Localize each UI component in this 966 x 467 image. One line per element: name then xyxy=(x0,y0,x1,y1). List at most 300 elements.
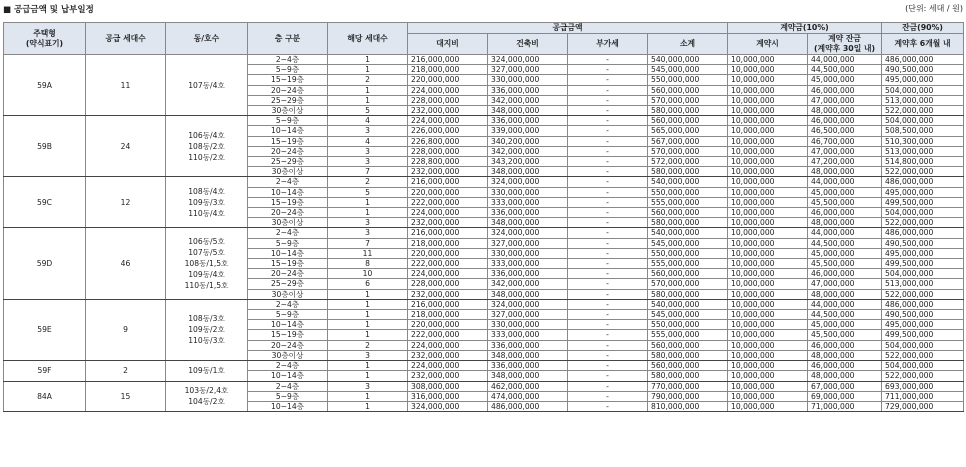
balance-cell: 486,000,000 xyxy=(882,177,964,187)
col-type-line2: (약식표기) xyxy=(25,38,64,48)
vat-cell: - xyxy=(568,259,648,269)
floor-cell: 25~29층 xyxy=(248,279,328,289)
count-cell: 1 xyxy=(328,330,408,340)
contract-balance-cell: 46,000,000 xyxy=(808,361,882,371)
balance-cell: 499,500,000 xyxy=(882,259,964,269)
balance-cell: 522,000,000 xyxy=(882,218,964,228)
at-contract-cell: 10,000,000 xyxy=(728,361,808,371)
subtotal-cell: 560,000,000 xyxy=(648,116,728,126)
balance-cell: 522,000,000 xyxy=(882,167,964,177)
at-contract-cell: 10,000,000 xyxy=(728,330,808,340)
balance-cell: 486,000,000 xyxy=(882,55,964,65)
dong-line: 110동/2호 xyxy=(188,152,225,162)
count-cell: 3 xyxy=(328,126,408,136)
building-cell: 336,000,000 xyxy=(488,340,568,350)
contract-balance-cell: 48,000,000 xyxy=(808,218,882,228)
page-title: ■ 공급금액 및 납부일정 xyxy=(3,5,94,15)
balance-cell: 499,500,000 xyxy=(882,197,964,207)
land-cell: 218,000,000 xyxy=(408,310,488,320)
building-cell: 348,000,000 xyxy=(488,167,568,177)
floor-cell: 5~9층 xyxy=(248,65,328,75)
col-floor: 층 구분 xyxy=(248,23,328,55)
at-contract-cell: 10,000,000 xyxy=(728,340,808,350)
vat-cell: - xyxy=(568,85,648,95)
at-contract-cell: 10,000,000 xyxy=(728,85,808,95)
count-cell: 1 xyxy=(328,289,408,299)
vat-cell: - xyxy=(568,228,648,238)
floor-cell: 2~4층 xyxy=(248,177,328,187)
land-cell: 232,000,000 xyxy=(408,350,488,360)
building-cell: 348,000,000 xyxy=(488,350,568,360)
table-body xyxy=(4,55,964,412)
col-contract-balance xyxy=(808,34,882,55)
floor-cell: 15~19층 xyxy=(248,136,328,146)
at-contract-cell: 10,000,000 xyxy=(728,289,808,299)
vat-cell: - xyxy=(568,350,648,360)
count-cell: 1 xyxy=(328,299,408,309)
contract-balance-cell: 45,000,000 xyxy=(808,75,882,85)
vat-cell: - xyxy=(568,116,648,126)
subtotal-cell: 555,000,000 xyxy=(648,259,728,269)
col-subtotal: 소계 xyxy=(648,34,728,55)
col-contract-balance-line1: 계약 잔금 xyxy=(828,34,861,43)
land-cell: 224,000,000 xyxy=(408,269,488,279)
floor-cell: 10~14층 xyxy=(248,371,328,381)
dong-line: 108동/4호 xyxy=(188,186,225,196)
at-contract-cell: 10,000,000 xyxy=(728,136,808,146)
contract-balance-cell: 71,000,000 xyxy=(808,401,882,411)
floor-cell: 20~24층 xyxy=(248,85,328,95)
table-row xyxy=(4,55,964,65)
contract-balance-cell: 46,000,000 xyxy=(808,116,882,126)
land-cell: 324,000,000 xyxy=(408,401,488,411)
building-cell: 336,000,000 xyxy=(488,361,568,371)
balance-cell: 495,000,000 xyxy=(882,75,964,85)
subtotal-cell: 550,000,000 xyxy=(648,187,728,197)
contract-balance-cell: 48,000,000 xyxy=(808,106,882,116)
contract-balance-cell: 44,000,000 xyxy=(808,177,882,187)
contract-balance-cell: 45,000,000 xyxy=(808,187,882,197)
balance-cell: 693,000,000 xyxy=(882,381,964,391)
type-cell: 59E xyxy=(4,299,86,360)
vat-cell: - xyxy=(568,146,648,156)
count-cell: 3 xyxy=(328,157,408,167)
contract-balance-cell: 46,000,000 xyxy=(808,269,882,279)
floor-cell: 20~24층 xyxy=(248,208,328,218)
floor-cell: 15~19층 xyxy=(248,75,328,85)
vat-cell: - xyxy=(568,65,648,75)
subtotal-cell: 550,000,000 xyxy=(648,320,728,330)
at-contract-cell: 10,000,000 xyxy=(728,106,808,116)
floor-cell: 15~19층 xyxy=(248,330,328,340)
count-cell: 3 xyxy=(328,146,408,156)
contract-balance-cell: 46,000,000 xyxy=(808,208,882,218)
col-at-contract: 계약시 xyxy=(728,34,808,55)
contract-balance-cell: 69,000,000 xyxy=(808,391,882,401)
balance-cell: 711,000,000 xyxy=(882,391,964,401)
building-cell: 327,000,000 xyxy=(488,310,568,320)
supply-price-table xyxy=(3,22,964,412)
at-contract-cell: 10,000,000 xyxy=(728,187,808,197)
at-contract-cell: 10,000,000 xyxy=(728,381,808,391)
subtotal-cell: 572,000,000 xyxy=(648,157,728,167)
subtotal-cell: 570,000,000 xyxy=(648,279,728,289)
col-type xyxy=(4,23,86,55)
balance-cell: 504,000,000 xyxy=(882,85,964,95)
dong-line: 109동/2호 xyxy=(188,325,225,335)
floor-cell: 30층이상 xyxy=(248,106,328,116)
balance-cell: 499,500,000 xyxy=(882,330,964,340)
vat-cell: - xyxy=(568,177,648,187)
floor-cell: 30층이상 xyxy=(248,167,328,177)
balance-cell: 486,000,000 xyxy=(882,228,964,238)
at-contract-cell: 10,000,000 xyxy=(728,371,808,381)
dong-line: 108동/1,5호 xyxy=(184,259,229,269)
at-contract-cell: 10,000,000 xyxy=(728,310,808,320)
land-cell: 232,000,000 xyxy=(408,218,488,228)
contract-balance-cell: 46,500,000 xyxy=(808,126,882,136)
units-cell: 12 xyxy=(86,177,166,228)
count-cell: 1 xyxy=(328,95,408,105)
land-cell: 222,000,000 xyxy=(408,197,488,207)
land-cell: 220,000,000 xyxy=(408,248,488,258)
dong-line: 110동/1,5호 xyxy=(184,281,229,291)
count-cell: 1 xyxy=(328,197,408,207)
count-cell: 2 xyxy=(328,177,408,187)
subtotal-cell: 580,000,000 xyxy=(648,289,728,299)
floor-cell: 25~29층 xyxy=(248,157,328,167)
vat-cell: - xyxy=(568,238,648,248)
building-cell: 324,000,000 xyxy=(488,299,568,309)
table-row xyxy=(4,299,964,309)
dong-cell xyxy=(166,361,248,381)
building-cell: 348,000,000 xyxy=(488,218,568,228)
floor-cell: 15~19층 xyxy=(248,259,328,269)
col-type-line1: 주택형 xyxy=(33,28,56,38)
floor-cell: 10~14층 xyxy=(248,187,328,197)
floor-cell: 5~9층 xyxy=(248,310,328,320)
at-contract-cell: 10,000,000 xyxy=(728,157,808,167)
vat-cell: - xyxy=(568,75,648,85)
col-units: 공급 세대수 xyxy=(86,23,166,55)
contract-balance-cell: 44,500,000 xyxy=(808,238,882,248)
dong-line: 108동/2호 xyxy=(188,141,225,151)
dong-line: 107동/4호 xyxy=(188,80,225,90)
contract-balance-cell: 67,000,000 xyxy=(808,381,882,391)
building-cell: 327,000,000 xyxy=(488,238,568,248)
balance-cell: 513,000,000 xyxy=(882,279,964,289)
contract-balance-cell: 44,500,000 xyxy=(808,310,882,320)
count-cell: 1 xyxy=(328,85,408,95)
vat-cell: - xyxy=(568,279,648,289)
land-cell: 228,000,000 xyxy=(408,279,488,289)
dong-line: 110동/3호 xyxy=(188,336,225,346)
type-cell: 59B xyxy=(4,116,86,177)
contract-balance-cell: 46,000,000 xyxy=(808,85,882,95)
balance-cell: 504,000,000 xyxy=(882,116,964,126)
subtotal-cell: 540,000,000 xyxy=(648,177,728,187)
vat-cell: - xyxy=(568,136,648,146)
col-land: 대지비 xyxy=(408,34,488,55)
dong-cell xyxy=(166,299,248,360)
at-contract-cell: 10,000,000 xyxy=(728,320,808,330)
subtotal-cell: 570,000,000 xyxy=(648,95,728,105)
col-contract-balance-line2: (계약후 30일 내) xyxy=(813,44,876,53)
dong-cell xyxy=(166,116,248,177)
vat-cell: - xyxy=(568,320,648,330)
at-contract-cell: 10,000,000 xyxy=(728,167,808,177)
floor-cell: 2~4층 xyxy=(248,55,328,65)
subtotal-cell: 790,000,000 xyxy=(648,391,728,401)
balance-cell: 513,000,000 xyxy=(882,146,964,156)
land-cell: 232,000,000 xyxy=(408,167,488,177)
contract-balance-cell: 48,000,000 xyxy=(808,371,882,381)
count-cell: 11 xyxy=(328,248,408,258)
balance-cell: 522,000,000 xyxy=(882,371,964,381)
balance-cell: 522,000,000 xyxy=(882,289,964,299)
building-cell: 333,000,000 xyxy=(488,197,568,207)
building-cell: 333,000,000 xyxy=(488,330,568,340)
land-cell: 224,000,000 xyxy=(408,85,488,95)
floor-cell: 20~24층 xyxy=(248,146,328,156)
subtotal-cell: 555,000,000 xyxy=(648,330,728,340)
at-contract-cell: 10,000,000 xyxy=(728,146,808,156)
land-cell: 226,000,000 xyxy=(408,126,488,136)
subtotal-cell: 550,000,000 xyxy=(648,75,728,85)
contract-balance-cell: 47,000,000 xyxy=(808,279,882,289)
at-contract-cell: 10,000,000 xyxy=(728,401,808,411)
subtotal-cell: 580,000,000 xyxy=(648,106,728,116)
count-cell: 8 xyxy=(328,259,408,269)
table-row xyxy=(4,381,964,391)
table-header xyxy=(4,23,964,55)
building-cell: 336,000,000 xyxy=(488,208,568,218)
count-cell: 10 xyxy=(328,269,408,279)
dong-line: 104동/2호 xyxy=(188,397,225,407)
balance-cell: 504,000,000 xyxy=(882,208,964,218)
contract-balance-cell: 45,000,000 xyxy=(808,248,882,258)
count-cell: 3 xyxy=(328,218,408,228)
floor-cell: 30층이상 xyxy=(248,218,328,228)
subtotal-cell: 565,000,000 xyxy=(648,126,728,136)
subtotal-cell: 545,000,000 xyxy=(648,65,728,75)
land-cell: 220,000,000 xyxy=(408,187,488,197)
vat-cell: - xyxy=(568,167,648,177)
floor-cell: 5~9층 xyxy=(248,116,328,126)
land-cell: 232,000,000 xyxy=(408,371,488,381)
units-cell: 15 xyxy=(86,381,166,412)
floor-cell: 20~24층 xyxy=(248,269,328,279)
vat-cell: - xyxy=(568,330,648,340)
contract-balance-cell: 47,200,000 xyxy=(808,157,882,167)
subtotal-cell: 567,000,000 xyxy=(648,136,728,146)
balance-cell: 522,000,000 xyxy=(882,106,964,116)
floor-cell: 5~9층 xyxy=(248,238,328,248)
table-row xyxy=(4,361,964,371)
at-contract-cell: 10,000,000 xyxy=(728,95,808,105)
subtotal-cell: 560,000,000 xyxy=(648,361,728,371)
building-cell: 339,000,000 xyxy=(488,126,568,136)
land-cell: 220,000,000 xyxy=(408,320,488,330)
at-contract-cell: 10,000,000 xyxy=(728,75,808,85)
count-cell: 3 xyxy=(328,350,408,360)
land-cell: 222,000,000 xyxy=(408,330,488,340)
vat-cell: - xyxy=(568,381,648,391)
at-contract-cell: 10,000,000 xyxy=(728,238,808,248)
subtotal-cell: 540,000,000 xyxy=(648,228,728,238)
vat-cell: - xyxy=(568,289,648,299)
dong-line: 109동/4호 xyxy=(188,270,225,280)
at-contract-cell: 10,000,000 xyxy=(728,248,808,258)
count-cell: 1 xyxy=(328,208,408,218)
building-cell: 342,000,000 xyxy=(488,95,568,105)
subtotal-cell: 555,000,000 xyxy=(648,197,728,207)
floor-cell: 2~4층 xyxy=(248,381,328,391)
land-cell: 216,000,000 xyxy=(408,55,488,65)
building-cell: 348,000,000 xyxy=(488,289,568,299)
floor-cell: 2~4층 xyxy=(248,299,328,309)
dong-cell xyxy=(166,381,248,412)
count-cell: 1 xyxy=(328,361,408,371)
floor-cell: 30층이상 xyxy=(248,289,328,299)
table-row xyxy=(4,177,964,187)
count-cell: 3 xyxy=(328,228,408,238)
dong-line: 109동/1호 xyxy=(188,366,225,376)
building-cell: 324,000,000 xyxy=(488,55,568,65)
building-cell: 324,000,000 xyxy=(488,228,568,238)
contract-balance-cell: 48,000,000 xyxy=(808,289,882,299)
vat-cell: - xyxy=(568,55,648,65)
contract-balance-cell: 44,500,000 xyxy=(808,65,882,75)
dong-line: 106동/4호 xyxy=(188,130,225,140)
at-contract-cell: 10,000,000 xyxy=(728,65,808,75)
contract-balance-cell: 48,000,000 xyxy=(808,167,882,177)
subtotal-cell: 550,000,000 xyxy=(648,248,728,258)
contract-balance-cell: 46,000,000 xyxy=(808,340,882,350)
land-cell: 226,800,000 xyxy=(408,136,488,146)
at-contract-cell: 10,000,000 xyxy=(728,299,808,309)
subtotal-cell: 560,000,000 xyxy=(648,85,728,95)
contract-balance-cell: 46,700,000 xyxy=(808,136,882,146)
building-cell: 348,000,000 xyxy=(488,106,568,116)
building-cell: 330,000,000 xyxy=(488,187,568,197)
subtotal-cell: 580,000,000 xyxy=(648,218,728,228)
count-cell: 1 xyxy=(328,55,408,65)
count-cell: 7 xyxy=(328,238,408,248)
vat-cell: - xyxy=(568,361,648,371)
type-cell: 59D xyxy=(4,228,86,299)
at-contract-cell: 10,000,000 xyxy=(728,208,808,218)
col-building: 건축비 xyxy=(488,34,568,55)
units-cell: 9 xyxy=(86,299,166,360)
building-cell: 336,000,000 xyxy=(488,116,568,126)
vat-cell: - xyxy=(568,106,648,116)
units-cell: 11 xyxy=(86,55,166,116)
units-cell: 24 xyxy=(86,116,166,177)
vat-cell: - xyxy=(568,218,648,228)
balance-cell: 490,500,000 xyxy=(882,238,964,248)
floor-cell: 15~19층 xyxy=(248,197,328,207)
floor-cell: 10~14층 xyxy=(248,320,328,330)
balance-cell: 513,000,000 xyxy=(882,95,964,105)
dong-cell xyxy=(166,177,248,228)
building-cell: 336,000,000 xyxy=(488,85,568,95)
dong-cell xyxy=(166,228,248,299)
count-cell: 6 xyxy=(328,279,408,289)
building-cell: 342,000,000 xyxy=(488,146,568,156)
floor-cell: 2~4층 xyxy=(248,361,328,371)
balance-cell: 495,000,000 xyxy=(882,187,964,197)
vat-cell: - xyxy=(568,371,648,381)
table-row xyxy=(4,228,964,238)
dong-line: 103동/2,4호 xyxy=(184,386,229,396)
contract-balance-cell: 44,000,000 xyxy=(808,228,882,238)
building-cell: 327,000,000 xyxy=(488,65,568,75)
col-contract: 계약금(10%) xyxy=(728,23,882,34)
land-cell: 224,000,000 xyxy=(408,340,488,350)
vat-cell: - xyxy=(568,401,648,411)
type-cell: 59F xyxy=(4,361,86,381)
contract-balance-cell: 45,000,000 xyxy=(808,320,882,330)
floor-cell: 2~4층 xyxy=(248,228,328,238)
land-cell: 218,000,000 xyxy=(408,238,488,248)
subtotal-cell: 810,000,000 xyxy=(648,401,728,411)
count-cell: 2 xyxy=(328,340,408,350)
col-count: 해당 세대수 xyxy=(328,23,408,55)
dong-line: 110동/4호 xyxy=(188,208,225,218)
dong-line: 109동/3호 xyxy=(188,197,225,207)
land-cell: 228,000,000 xyxy=(408,95,488,105)
land-cell: 224,000,000 xyxy=(408,116,488,126)
land-cell: 220,000,000 xyxy=(408,75,488,85)
at-contract-cell: 10,000,000 xyxy=(728,391,808,401)
dong-line: 107동/5호 xyxy=(188,248,225,258)
contract-balance-cell: 45,500,000 xyxy=(808,197,882,207)
count-cell: 5 xyxy=(328,106,408,116)
vat-cell: - xyxy=(568,208,648,218)
subtotal-cell: 570,000,000 xyxy=(648,146,728,156)
land-cell: 228,000,000 xyxy=(408,146,488,156)
balance-cell: 510,300,000 xyxy=(882,136,964,146)
at-contract-cell: 10,000,000 xyxy=(728,197,808,207)
balance-cell: 495,000,000 xyxy=(882,320,964,330)
unit-label: (단위: 세대 / 원) xyxy=(905,4,963,13)
count-cell: 1 xyxy=(328,320,408,330)
floor-cell: 5~9층 xyxy=(248,391,328,401)
at-contract-cell: 10,000,000 xyxy=(728,279,808,289)
contract-balance-cell: 45,500,000 xyxy=(808,259,882,269)
col-balance: 잔금(90%) xyxy=(882,23,964,34)
subtotal-cell: 770,000,000 xyxy=(648,381,728,391)
balance-cell: 729,000,000 xyxy=(882,401,964,411)
at-contract-cell: 10,000,000 xyxy=(728,228,808,238)
count-cell: 1 xyxy=(328,65,408,75)
vat-cell: - xyxy=(568,269,648,279)
balance-cell: 486,000,000 xyxy=(882,299,964,309)
contract-balance-cell: 44,000,000 xyxy=(808,299,882,309)
building-cell: 474,000,000 xyxy=(488,391,568,401)
building-cell: 333,000,000 xyxy=(488,259,568,269)
floor-cell: 10~14층 xyxy=(248,248,328,258)
vat-cell: - xyxy=(568,126,648,136)
contract-balance-cell: 47,000,000 xyxy=(808,95,882,105)
building-cell: 324,000,000 xyxy=(488,177,568,187)
land-cell: 224,000,000 xyxy=(408,208,488,218)
contract-balance-cell: 45,500,000 xyxy=(808,330,882,340)
building-cell: 342,000,000 xyxy=(488,279,568,289)
building-cell: 462,000,000 xyxy=(488,381,568,391)
building-cell: 348,000,000 xyxy=(488,371,568,381)
